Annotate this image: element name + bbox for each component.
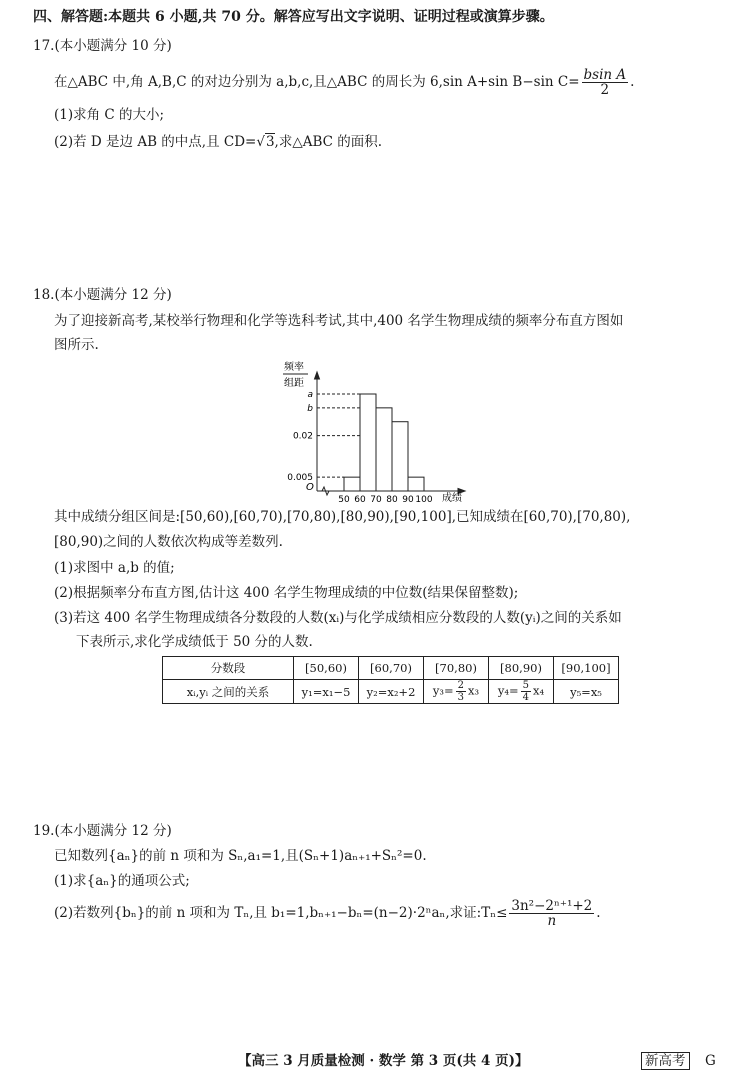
q17-part2-text: (2)若 D 是边 AB 的中点,且 CD= xyxy=(54,134,257,150)
paper-letter: G xyxy=(705,1053,716,1069)
table-row xyxy=(163,680,619,704)
q17-part2-sqrt: 3 xyxy=(265,134,275,150)
x-tick-label: 80 xyxy=(386,495,398,505)
q17-part1: (1)求角 C 的大小; xyxy=(54,107,165,123)
histogram-bar xyxy=(376,408,392,491)
q19-part2-end: . xyxy=(596,905,601,921)
table-cell: [70,80) xyxy=(424,657,489,680)
q19-part2-fraction xyxy=(509,899,594,928)
q19-part2 xyxy=(54,893,601,933)
relation-table xyxy=(162,656,619,704)
y-tick-label: 0.005 xyxy=(287,473,313,484)
table-cell xyxy=(489,680,554,704)
relation-fraction xyxy=(456,680,466,703)
y-tick-label: 0.02 xyxy=(292,431,313,442)
q19-part2-text: (2)若数列{bₙ}的前 n 项和为 Tₙ,且 b₁=1,bₙ₊₁−bₙ=(n−2)·2ⁿaₙ,求证:Tₙ≤ xyxy=(54,905,508,921)
y-tick-label: a xyxy=(307,390,313,400)
x-tick-label: 50 xyxy=(338,495,350,505)
table-cell: xᵢ,yᵢ 之间的关系 xyxy=(163,680,294,704)
histogram-bar xyxy=(360,394,376,491)
x-tick-label: 60 xyxy=(354,495,366,505)
relation-suffix: x₄ xyxy=(533,683,545,698)
table-cell: 分数段 xyxy=(163,657,294,680)
q18-header: 18.(本小题满分 12 分) xyxy=(33,287,172,303)
q18-part3-line1: (3)若这 400 名学生物理成绩各分数段的人数(xᵢ)与化学成绩相应分数段的人数(yᵢ)之间的关系如 xyxy=(54,610,622,626)
q17-stem-text: 在△ABC 中,角 A,B,C 的对边分别为 a,b,c,且△ABC 的周长为 6,sin A+sin B−sin C= xyxy=(54,74,580,90)
q17-frac-den: 2 xyxy=(600,82,610,98)
q18-part2: (2)根据频率分布直方图,估计这 400 名学生物理成绩的中位数(结果保留整数); xyxy=(54,585,519,601)
y-tick-label: b xyxy=(307,403,313,414)
x-axis-label: 成绩 xyxy=(442,493,462,504)
q18-after-line2: [80,90)之间的人数依次构成等差数列. xyxy=(54,534,283,550)
q18-part1: (1)求图中 a,b 的值; xyxy=(54,560,175,576)
histogram-bar xyxy=(392,422,408,491)
table-cell: [90,100] xyxy=(554,657,619,680)
table-cell: [50,60) xyxy=(294,657,359,680)
q18-part3-line2: 下表所示,求化学成绩低于 50 分的人数. xyxy=(76,634,313,650)
badge-label: 新高考 xyxy=(641,1052,690,1070)
table-cell: [80,90) xyxy=(489,657,554,680)
table-row xyxy=(163,657,619,680)
q19-frac-num: 3n²−2ⁿ⁺¹+2 xyxy=(511,898,593,914)
q17-part2-end: ,求△ABC 的面积. xyxy=(274,134,383,150)
q19-part1: (1)求{aₙ}的通项公式; xyxy=(54,873,190,889)
q17-part2: (2)若 D 是边 AB 的中点,且 CD=√3,求△ABC 的面积. xyxy=(54,134,383,150)
section-title: 四、解答题:本题共 6 小题,共 70 分。解答应写出文字说明、证明过程或演算步骤。 xyxy=(33,9,554,25)
fraction-num: 2 xyxy=(457,680,464,691)
y-axis-arrow xyxy=(315,372,320,379)
y-label-bottom: 组距 xyxy=(284,378,304,389)
page-footer: 【高三 3 月质量检测 · 数学 第 3 页(共 4 页)】 xyxy=(238,1053,529,1069)
table-cell: y₁=x₁−5 xyxy=(294,680,359,704)
table-cell: [60,70) xyxy=(359,657,424,680)
paper-badge xyxy=(641,1052,690,1070)
y-label-top: 频率 xyxy=(284,362,304,373)
q18-after-line1: 其中成绩分组区间是:[50,60),[60,70),[70,80),[80,90),[90,100],已知成绩在[60,70),[70,80), xyxy=(54,509,631,525)
q17-header: 17.(本小题满分 10 分) xyxy=(33,38,172,54)
q19-frac-den: n xyxy=(547,913,557,929)
relation-suffix: x₃ xyxy=(468,683,480,698)
fraction-num: 5 xyxy=(522,680,529,691)
q19-header: 19.(本小题满分 12 分) xyxy=(33,823,172,839)
frequency-histogram xyxy=(270,355,470,505)
relation-prefix: y₄= xyxy=(497,683,519,698)
fraction-den: 3 xyxy=(457,692,464,703)
q17-frac-num: bsin A xyxy=(583,67,627,83)
histogram-bar xyxy=(344,477,360,491)
fraction-den: 4 xyxy=(522,692,529,703)
x-tick-label: 100 xyxy=(415,495,433,505)
table-cell xyxy=(424,680,489,704)
x-tick-label: 70 xyxy=(370,495,382,505)
relation-fraction xyxy=(521,680,531,703)
table-cell: y₅=x₅ xyxy=(554,680,619,704)
table-cell: y₂=x₂+2 xyxy=(359,680,424,704)
relation-prefix: y₃= xyxy=(432,683,454,698)
q17-stem-fraction xyxy=(582,68,629,97)
histogram-bar xyxy=(408,477,424,491)
origin-label: O xyxy=(306,482,314,493)
q17-stem-end: . xyxy=(630,74,635,90)
q18-intro-line1: 为了迎接新高考,某校举行物理和化学等选科考试,其中,400 名学生物理成绩的频率分布直方图如 xyxy=(54,313,624,329)
q19-stem: 已知数列{aₙ}的前 n 项和为 Sₙ,a₁=1,且(Sₙ+1)aₙ₊₁+Sₙ²=0. xyxy=(54,848,427,864)
q18-intro-line2: 图所示. xyxy=(54,337,99,353)
q17-stem xyxy=(54,64,634,100)
x-tick-label: 90 xyxy=(402,495,414,505)
